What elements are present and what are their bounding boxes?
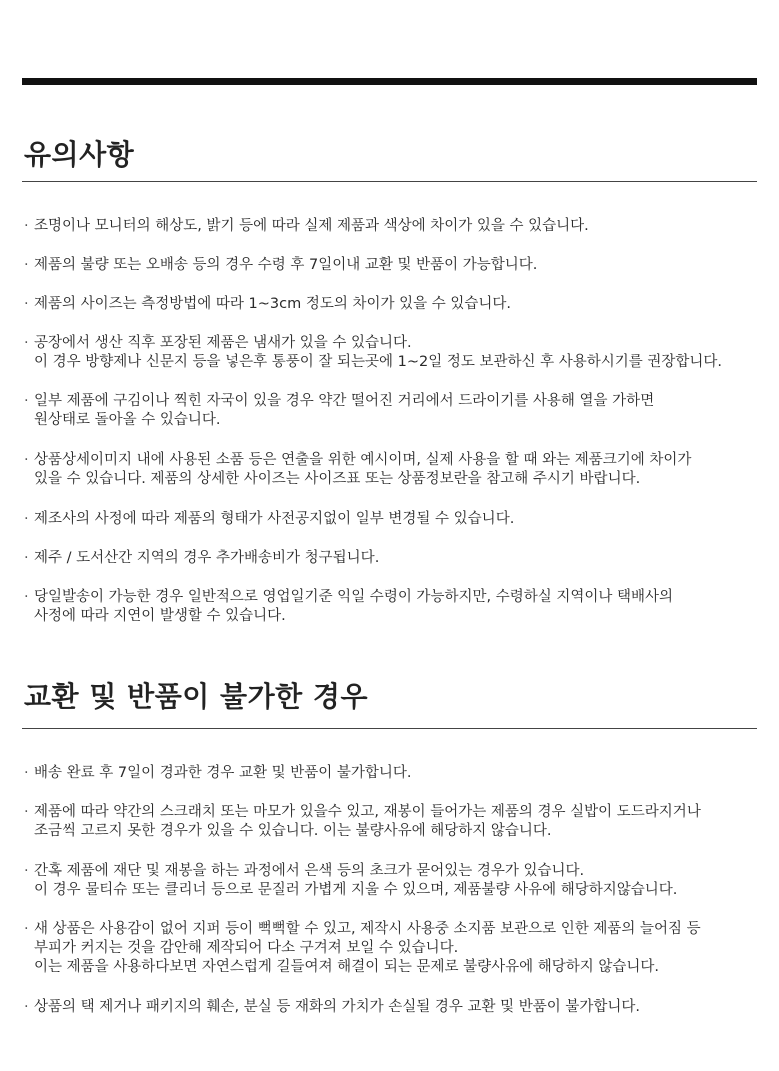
bullet-icon: ·: [24, 765, 29, 781]
bullet-icon: ·: [24, 218, 29, 234]
notice-item: [24, 510, 764, 529]
restriction-text: 부피가 커지는 것을 감안해 제작되어 다소 구겨져 보일 수 있습니다.: [34, 940, 459, 956]
notice-item: [24, 256, 764, 275]
restriction-text: 상품의 택 제거나 패키지의 훼손, 분실 등 재화의 가치가 손실될 경우 교환 및 반품이 불가합니다.: [34, 999, 641, 1015]
section-divider-precautions: [22, 181, 757, 182]
notice-text: 제품의 불량 또는 오배송 등의 경우 수령 후 7일이내 교환 및 반품이 가능합니다.: [34, 257, 538, 273]
notice-text: 당일발송이 가능한 경우 일반적으로 영업일기준 익일 수령이 가능하지만, 수령하실 지역이나 택배사의: [34, 589, 673, 605]
restriction-text: 배송 완료 후 7일이 경과한 경우 교환 및 반품이 불가합니다.: [34, 765, 412, 781]
bullet-icon: ·: [24, 452, 29, 468]
bullet-icon: ·: [24, 511, 29, 527]
section-title-precautions: 유의사항: [24, 138, 135, 171]
restriction-text: 새 상품은 사용감이 없어 지퍼 등이 뻑뻑할 수 있고, 제작시 사용중 소지품 보관으로 인한 제품의 늘어짐 등: [34, 921, 701, 937]
notice-text: 제주 / 도서산간 지역의 경우 추가배송비가 청구됩니다.: [34, 550, 380, 566]
notice-text: 상품상세이미지 내에 사용된 소품 등은 연출을 위한 예시이며, 실제 사용을 할 때 와는 제품크기에 차이가: [34, 452, 692, 468]
bullet-icon: ·: [24, 335, 29, 351]
bullet-icon: ·: [24, 393, 29, 409]
bullet-icon: ·: [24, 804, 29, 820]
section-title-no-return: 교환 및 반품이 불가한 경우: [24, 680, 369, 713]
notice-text: 제품의 사이즈는 측정방법에 따라 1~3cm 정도의 차이가 있을 수 있습니다.: [34, 296, 511, 312]
restriction-item: [24, 764, 764, 783]
restriction-text: 간혹 제품에 재단 및 재봉을 하는 과정에서 은색 등의 초크가 묻어있는 경우가 있습니다.: [34, 863, 585, 879]
restriction-text: 제품에 따라 약간의 스크래치 또는 마모가 있을수 있고, 재봉이 들어가는 제품의 경우 실밥이 도드라지거나: [34, 804, 701, 820]
notice-item: [24, 334, 764, 372]
bullet-icon: ·: [24, 257, 29, 273]
top-divider: [22, 78, 757, 85]
restriction-text: 조금씩 고르지 못한 경우가 있을 수 있습니다. 이는 불량사유에 해당하지 않습니다.: [34, 823, 552, 839]
notice-item: [24, 451, 764, 489]
notice-text: 사정에 따라 지연이 발생할 수 있습니다.: [34, 608, 286, 624]
notice-text: 일부 제품에 구김이나 찍힌 자국이 있을 경우 약간 떨어진 거리에서 드라이기를 사용해 열을 가하면: [34, 393, 655, 409]
bullet-icon: ·: [24, 999, 29, 1015]
restriction-item: [24, 920, 764, 977]
notice-text: 원상태로 돌아올 수 있습니다.: [34, 412, 221, 428]
restriction-item: [24, 998, 764, 1017]
bullet-icon: ·: [24, 863, 29, 879]
notice-item: [24, 588, 764, 626]
section-divider-no-return: [22, 728, 757, 729]
restriction-text: 이 경우 물티슈 또는 클리너 등으로 문질러 가볍게 지울 수 있으며, 제품불량 사유에 해당하지않습니다.: [34, 882, 678, 898]
notice-text: 제조사의 사정에 따라 제품의 형태가 사전공지없이 일부 변경될 수 있습니다.: [34, 511, 515, 527]
notice-text: 있을 수 있습니다. 제품의 상세한 사이즈는 사이즈표 또는 상품정보란을 참고해 주시기 바랍니다.: [34, 471, 641, 487]
bullet-icon: ·: [24, 921, 29, 937]
notice-item: [24, 392, 764, 430]
notice-item: [24, 295, 764, 314]
restriction-text: 이는 제품을 사용하다보면 자연스럽게 길들여져 해결이 되는 문제로 불량사유에 해당하지 않습니다.: [34, 959, 659, 975]
bullet-icon: ·: [24, 589, 29, 605]
bullet-icon: ·: [24, 550, 29, 566]
notice-item: [24, 217, 764, 236]
notice-item: [24, 549, 764, 568]
restriction-item: [24, 862, 764, 900]
bullet-icon: ·: [24, 296, 29, 312]
notice-text: 공장에서 생산 직후 포장된 제품은 냄새가 있을 수 있습니다.: [34, 335, 412, 351]
restriction-item: [24, 803, 764, 841]
notice-text: 조명이나 모니터의 해상도, 밝기 등에 따라 실제 제품과 색상에 차이가 있을 수 있습니다.: [34, 218, 589, 234]
notice-text: 이 경우 방향제나 신문지 등을 넣은후 통풍이 잘 되는곳에 1~2일 정도 보관하신 후 사용하시기를 권장합니다.: [34, 354, 723, 370]
